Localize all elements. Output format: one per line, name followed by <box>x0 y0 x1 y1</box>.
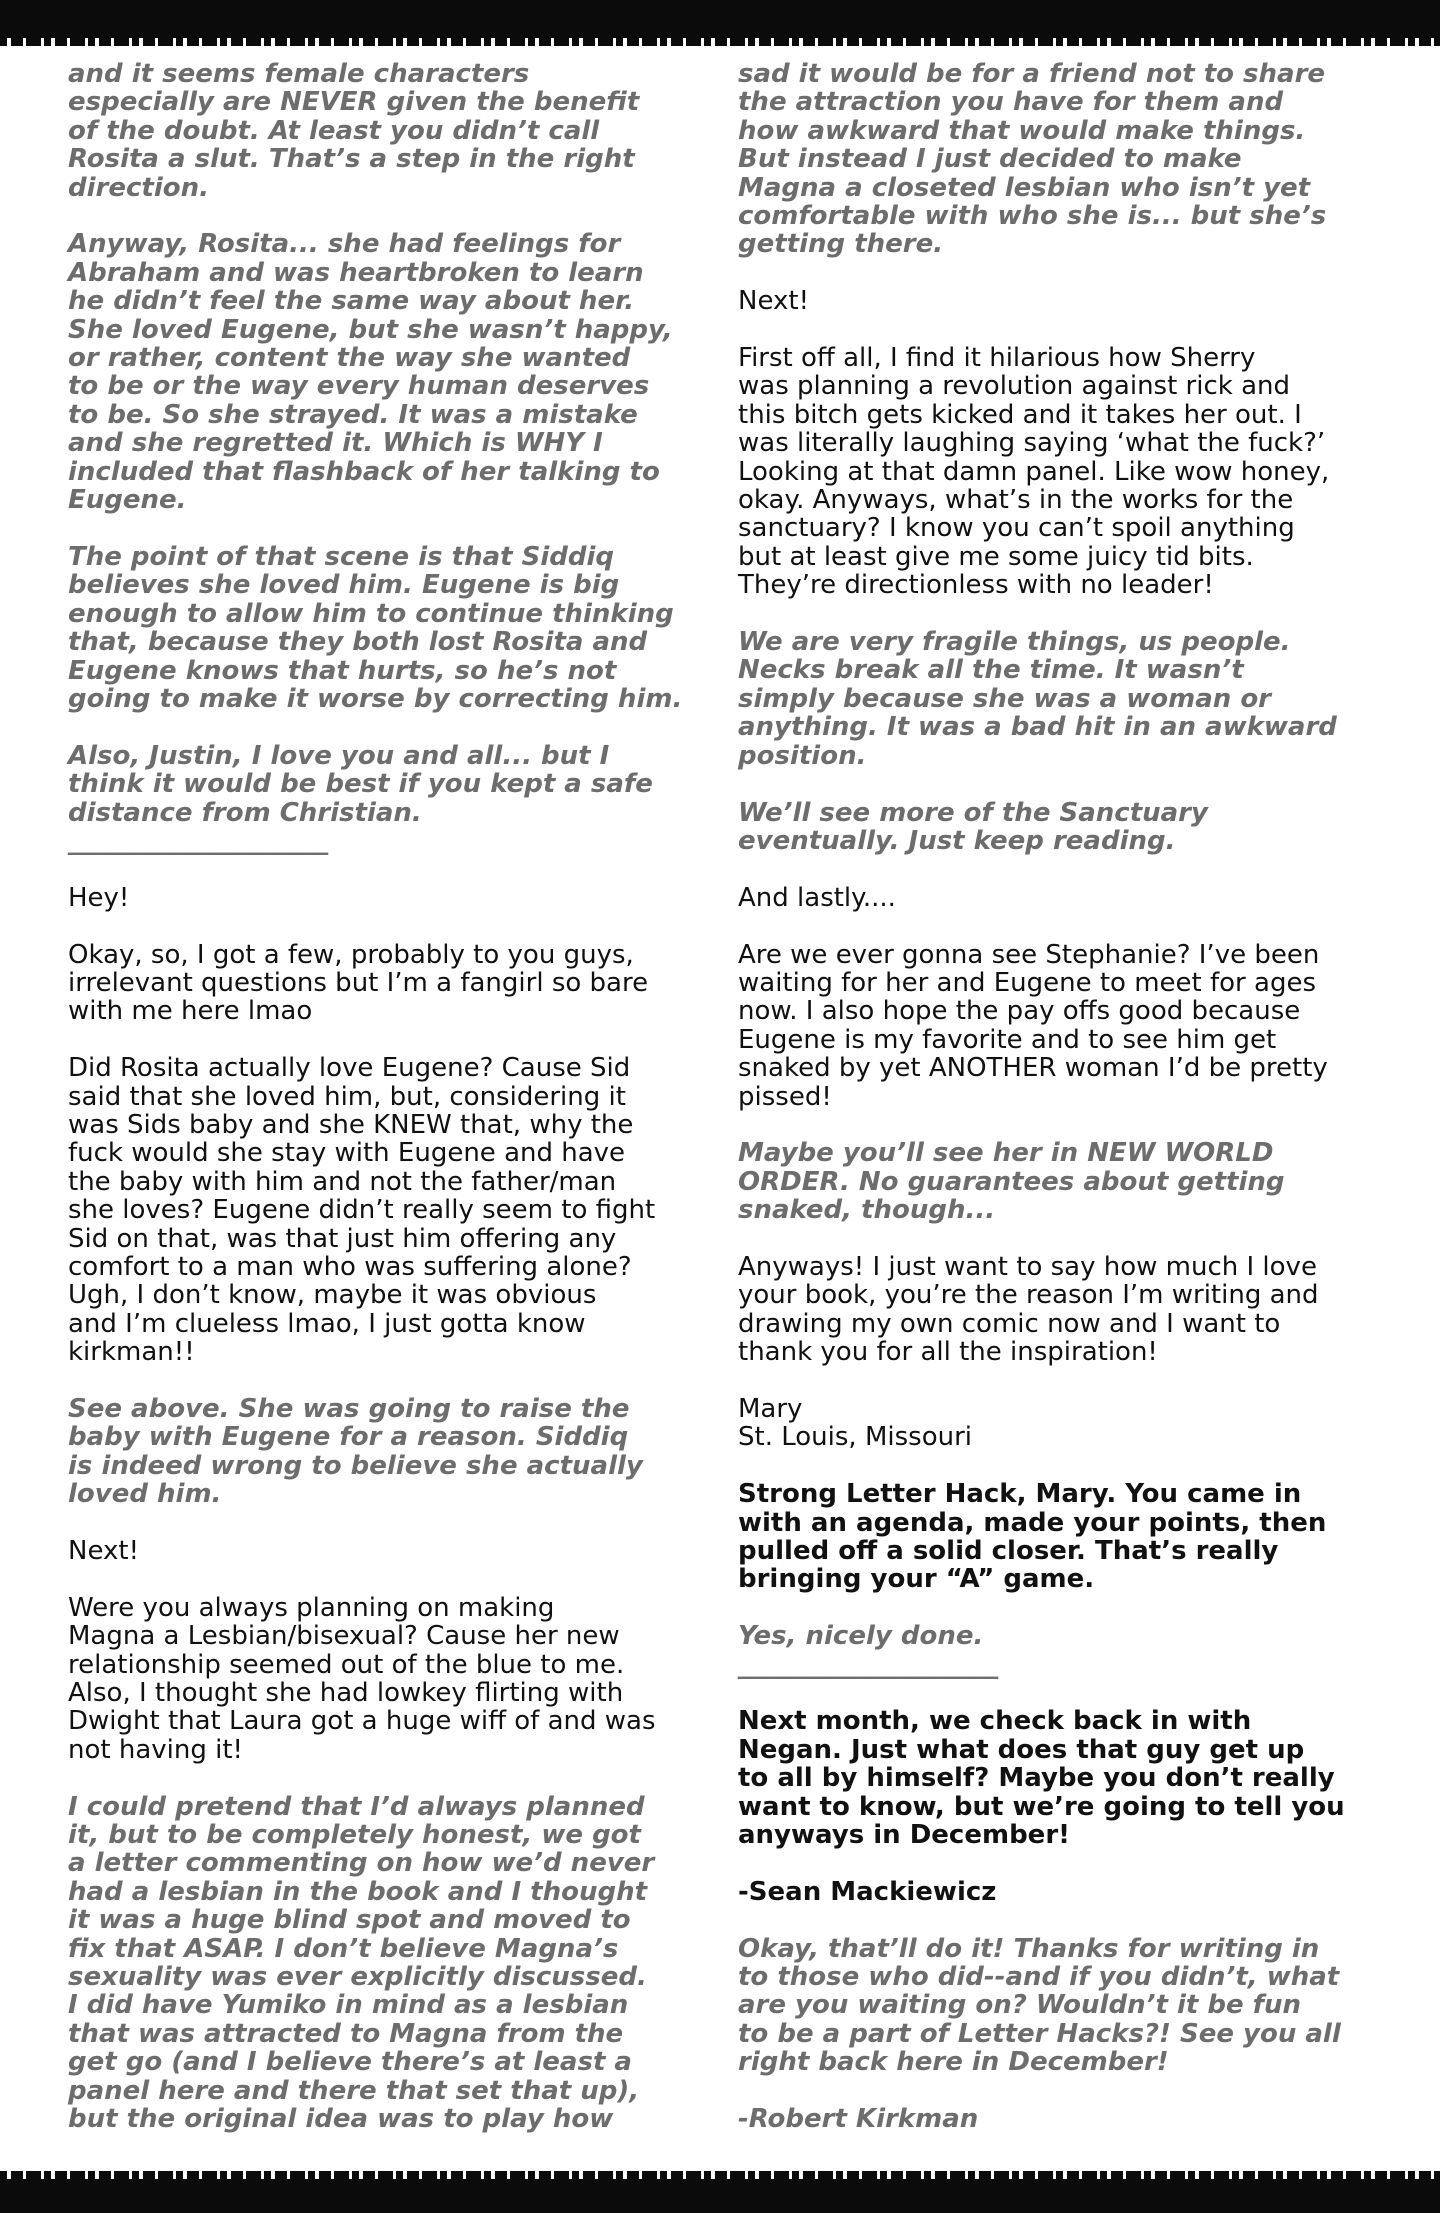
top-torn-border <box>0 0 1440 38</box>
letter-paragraph: And lastly.... <box>738 882 896 913</box>
reply-paragraph: Okay, that’ll do it! Thanks for writing in to those who did--and if you didn’t, what are you waiting on? Wouldn’t it be fun to be a part of Letter Hacks?! See you all right back here in December! <box>738 1933 1341 2078</box>
editor-paragraph: Next month, we check back in with Negan. Just what does that guy get up to all by himself? Maybe you don’t really want to know, but we’re going to tell you anyways in December! <box>738 1706 1345 1850</box>
reply-paragraph: We’ll see more of the Sanctuary eventually. Just keep reading. <box>738 797 1208 856</box>
letter-paragraph: First off all, I find it hilarious how Sherry was planning a revolution against rick and this bitch gets kicked and it takes her out. I was literally laughing saying ‘what the fuck?’ Looking at that damn panel. Like wow honey, okay. Anyways, what’s in the works for the sanctuary? I know you can’t spoil anything but at least give me some juicy tid bits. They’re directionless with no leader! <box>738 343 1330 601</box>
letter-paragraph: Anyways! I just want to say how much I love your book, you’re the reason I’m writing and drawing my own comic now and I want to thank you for all the inspiration! <box>738 1251 1319 1368</box>
letter-paragraph: Hey! <box>68 882 130 913</box>
reply-paragraph: Maybe you’ll see her in NEW WORLD ORDER. No guarantees about getting snaked, though... <box>738 1138 1285 1226</box>
left-column <box>68 60 708 2162</box>
reply-paragraph: I could pretend that I’d always planned it, but to be completely honest, we got a letter commenting on how we’d never had a lesbian in the book and I thought it was a huge blind spot and moved to fix that ASAP. I don’t believe Magna’s sexuality was ever explicitly discussed. I did have Yumiko in mind as a lesbian that was attracted to Magna from the get go (and I believe there’s at least a panel here and there that set that up), but the original idea was to play how <box>68 1791 655 2135</box>
letter-paragraph: Next! <box>738 286 809 317</box>
reply-paragraph: Also, Justin, I love you and all... but I think it would be best if you kept a safe distance from Christian. ____________________ <box>68 740 653 856</box>
letter-signature: Mary St. Louis, Missouri <box>738 1393 972 1453</box>
right-column <box>738 60 1378 2162</box>
reply-paragraph: The point of that scene is that Siddiq believes she loved him. Eugene is big enough to allow him to continue thinking that, because they both lost Rosita and Eugene knows that hurts, so he’s not going to make it worse by correcting him. <box>68 541 683 714</box>
letter-paragraph: Are we ever gonna see Stephanie? I’ve been waiting for her and Eugene to meet for ages now. I also hope the pay offs good because Eugene is my favorite and to see him get snaked by yet ANOTHER woman I’d be pretty pissed! <box>738 939 1328 1112</box>
reply-paragraph: Yes, nicely done. ____________________ <box>738 1621 998 1680</box>
reply-paragraph: sad it would be for a friend not to share the attraction you have for them and how awkward that would make things. But instead I just decided to make Magna a closeted lesbian who isn’t yet comfortable with who she is... but she’s getting there. <box>738 59 1327 260</box>
editor-paragraph: Strong Letter Hack, Mary. You came in with an agenda, made your points, then pulled off a solid closer. That’s really bringing your “A” game. <box>738 1479 1327 1595</box>
letter-paragraph: Were you always planning on making Magna a Lesbian/bisexual? Cause her new relationship seemed out of the blue to me. Also, I thought she had lowkey flirting with Dwight that Laura got a huge wiff of and was not having it! <box>68 1592 656 1765</box>
reply-paragraph: and it seems female characters especially are NEVER given the benefit of the doubt. At least you didn’t call Rosita a slut. That’s a step in the right direction. <box>68 59 640 203</box>
letter-paragraph: Okay, so, I got a few, probably to you guys, irrelevant questions but I’m a fangirl so bare with me here lmao <box>68 939 649 1027</box>
reply-paragraph: Anyway, Rosita... she had feelings for Abraham and was heartbroken to learn he didn’t feel the same way about her. She loved Eugene, but she wasn’t happy, or rather, content the way she wanted to be or the way every human deserves to be. So she strayed. It was a mistake and she regretted it. Which is WHY I included that flashback of her talking to Eugene. <box>68 229 673 516</box>
letter-paragraph: Next! <box>68 1536 139 1566</box>
letter-paragraph: Did Rosita actually love Eugene? Cause Sid said that she loved him, but, considering it was Sids baby and she KNEW that, why the fuck would she stay with Eugene and have the baby with him and not the father/man she loves? Eugene didn’t really seem to fight Sid on that, was that just him offering any comfort to a man who was suffering alone? Ugh, I don’t know, maybe it was obvious and I’m clueless lmao, I just gotta know kirkman!! <box>68 1053 656 1368</box>
bottom-torn-border <box>0 2179 1440 2213</box>
author-signature: -Robert Kirkman <box>738 2104 979 2135</box>
reply-paragraph: We are very fragile things, us people. Necks break all the time. It wasn’t simply because she was a woman or anything. It was a bad hit in an awkward position. <box>738 627 1337 771</box>
reply-paragraph: See above. She was going to raise the baby with Eugene for a reason. Siddiq is indeed wrong to believe she actually loved him. <box>68 1393 643 1510</box>
editor-signature: -Sean Mackiewicz <box>738 1876 997 1907</box>
